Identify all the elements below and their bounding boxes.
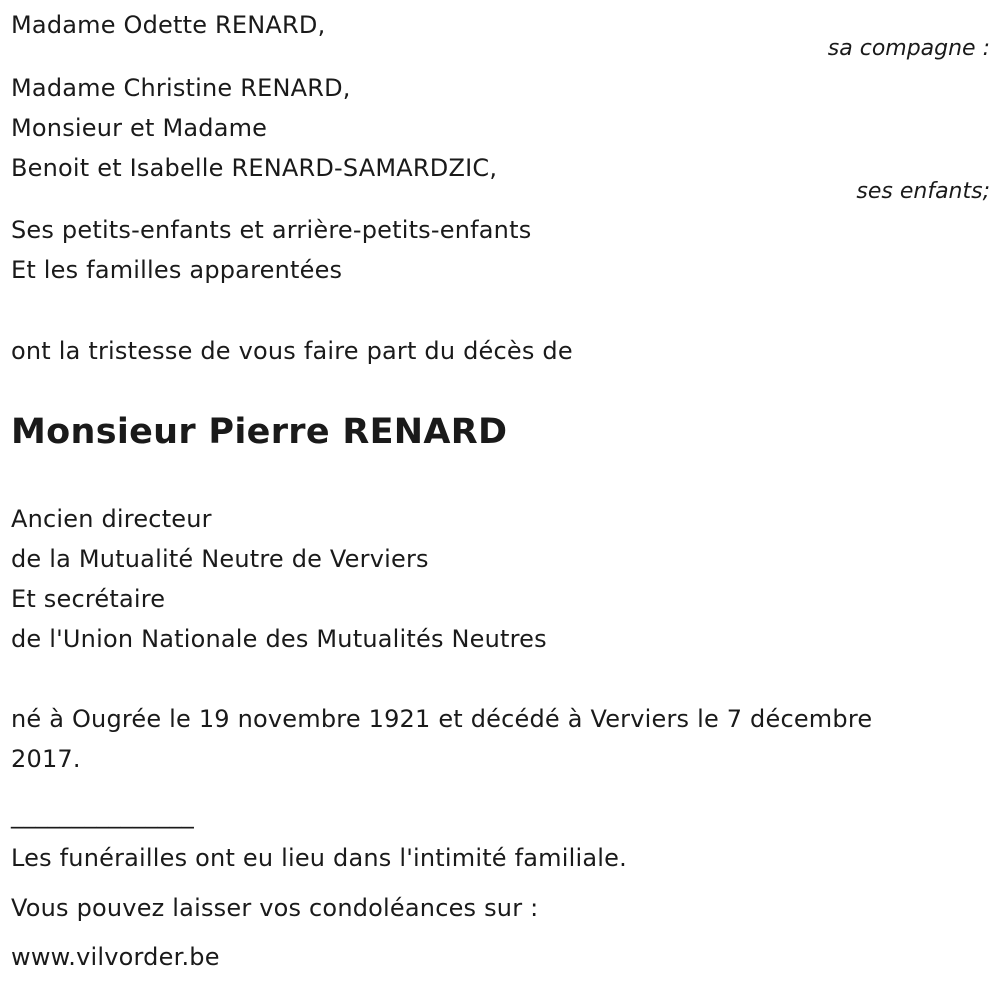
- dates-line-1: né à Ougrée le 19 novembre 1921 et décédé à Verviers le 7 décembre: [11, 705, 873, 733]
- title-line-3: Et secrétaire: [11, 585, 166, 613]
- condolences-text: Vous pouvez laisser vos condoléances sur :: [11, 894, 539, 922]
- child-name-3: Benoit et Isabelle RENARD-SAMARDZIC,: [11, 154, 498, 182]
- title-line-4: de l'Union Nationale des Mutualités Neutres: [11, 625, 547, 653]
- dates-line-2: 2017.: [11, 745, 81, 773]
- child-name-1: Madame Christine RENARD,: [11, 74, 351, 102]
- announcement-text: ont la tristesse de vous faire part du décès de: [11, 337, 573, 365]
- title-line-1: Ancien directeur: [11, 505, 212, 533]
- grandchildren-line: Ses petits-enfants et arrière-petits-enfants: [11, 216, 532, 244]
- children-role: ses enfants;: [856, 179, 990, 204]
- companion-name: Madame Odette RENARD,: [11, 11, 326, 39]
- funeral-text: Les funérailles ont eu lieu dans l'intimité familiale.: [11, 844, 627, 872]
- relatives-line: Et les familles apparentées: [11, 256, 343, 284]
- deceased-name: Monsieur Pierre RENARD: [11, 412, 508, 452]
- title-line-2: de la Mutualité Neutre de Verviers: [11, 545, 429, 573]
- child-name-2: Monsieur et Madame: [11, 114, 268, 142]
- companion-role: sa compagne :: [827, 36, 990, 61]
- separator-line: _______________: [11, 801, 194, 829]
- condolences-website-link[interactable]: www.vilvorder.be: [11, 943, 220, 971]
